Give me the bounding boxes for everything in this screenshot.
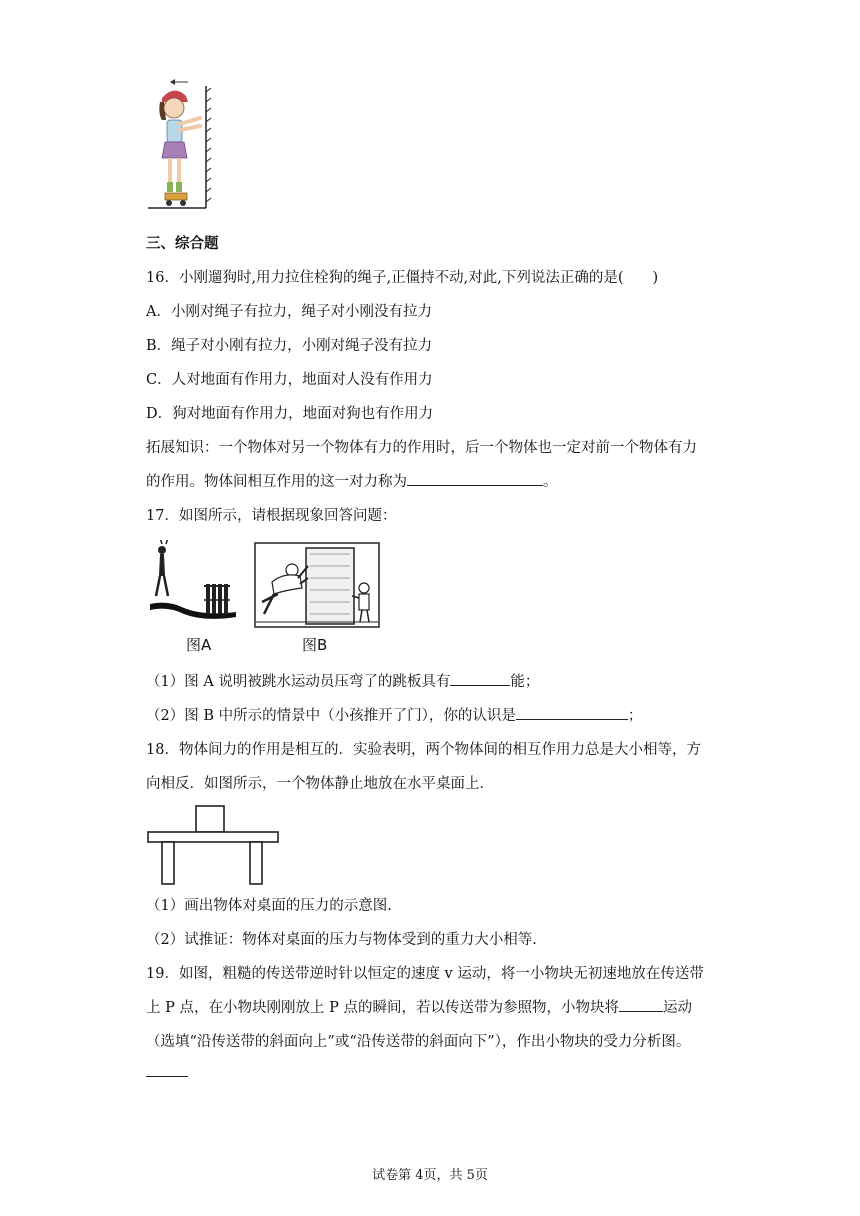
q16-option-c: C．人对地面有作用力，地面对人没有作用力 <box>146 372 433 388</box>
q16-option-d: D．狗对地面有作用力，地面对狗也有作用力 <box>146 406 434 422</box>
q17-sub1 <box>146 670 539 691</box>
figure-a-diving-board <box>148 540 242 658</box>
q17-sub2-end: ； <box>627 708 643 724</box>
page-footer: 试卷第 4页，共 5页 <box>372 1168 488 1183</box>
q16-extension-end: 。 <box>543 474 558 490</box>
q18-line1: 18．物体间力的作用是相互的．实验表明，两个物体间的相互作用力总是大小相等，方 <box>146 742 701 758</box>
q18-sub2: （2）试推证：物体对桌面的压力与物体受到的重力大小相等. <box>146 932 537 948</box>
q16-extension-text: 的作用。物体间相互作用的这一对力称为 <box>146 474 407 490</box>
figure-b-door-push <box>254 542 380 658</box>
q17-sub1-blank[interactable] <box>450 671 510 686</box>
q17-stem: 17．如图所示，请根据现象回答问题： <box>146 508 397 524</box>
q19-line2-text: 上 P 点，在小物块刚刚放上 P 点的瞬间，若以传送带为参照物，小物块将 <box>146 1000 619 1016</box>
q19-direction-blank[interactable] <box>619 997 663 1012</box>
q18-sub1: （1）画出物体对桌面的压力的示意图. <box>146 898 392 914</box>
q17-sub2-text: （2）图 B 中所示的情景中（小孩推开了门），你的认识是 <box>146 708 516 724</box>
q19-line3: （选填“沿传送带的斜面向上”或“沿传送带的斜面向下”），作出小物块的受力分析图。 <box>146 1034 691 1050</box>
q19-line2-end: 运动 <box>662 1000 692 1016</box>
q16-option-a: A．小刚对绳子有拉力，绳子对小刚没有拉力 <box>146 304 432 320</box>
q17-sub1-end: 能； <box>510 674 540 690</box>
figure-block-on-table <box>146 804 280 886</box>
q17-sub2-blank[interactable] <box>516 705 628 720</box>
q19-drawing-blank[interactable] <box>146 1062 188 1077</box>
q17-sub2 <box>146 704 642 725</box>
section-heading: 三、综合题 <box>146 235 219 252</box>
q19-drawing-blank-line[interactable] <box>146 1062 188 1081</box>
q16-extension-line1: 拓展知识：一个物体对另一个物体有力的作用时，后一个物体也一定对前一个物体有力 <box>146 440 697 456</box>
q16-option-b: B．绳子对小刚有拉力，小刚对绳子没有拉力 <box>146 338 433 354</box>
figure-skater-pushing-wall <box>140 72 220 212</box>
q16-extension-line2 <box>146 470 558 491</box>
q17-sub1-text: （1）图 A 说明被跳水运动员压弯了的跳板具有 <box>146 674 451 690</box>
q19-line2 <box>146 996 692 1017</box>
q18-line2: 向相反．如图所示，一个物体静止地放在水平桌面上． <box>146 776 494 792</box>
q19-line1: 19．如图，粗糙的传送带逆时针以恒定的速度 v 运动，将一小物块无初速地放在传送带 <box>146 966 704 982</box>
q16-stem: 16．小刚遛狗时,用力拉住栓狗的绳子,正僵持不动,对此,下列说法正确的是( ) <box>146 270 659 286</box>
q16-answer-blank[interactable] <box>407 471 543 486</box>
figure-a-label: 图A <box>186 636 212 654</box>
figure-b-label: 图B <box>302 636 328 654</box>
